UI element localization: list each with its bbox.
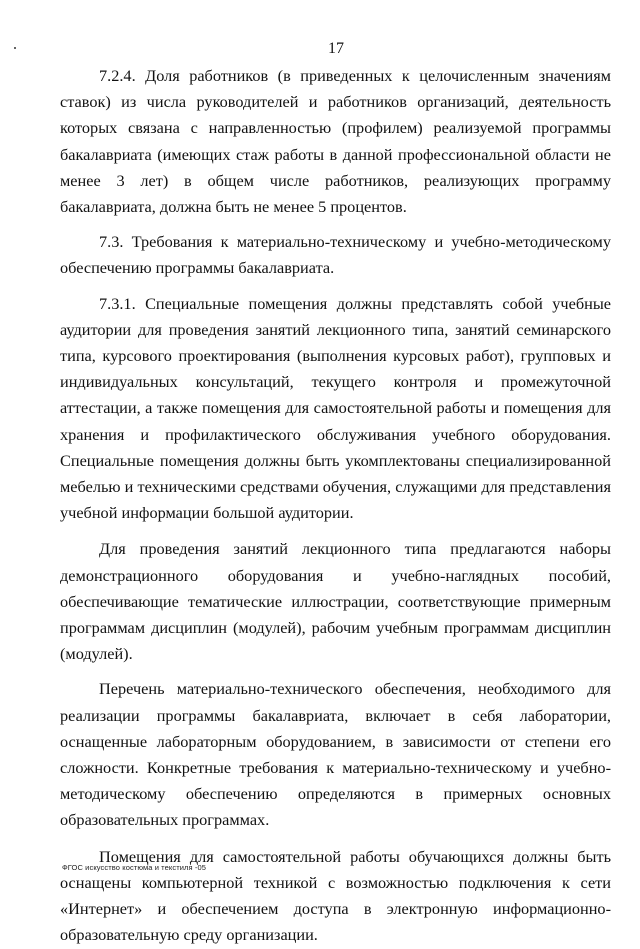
paragraph-7-3-heading: 7.3. Требования к материально-техническому и учебно-методическому обеспечению программы бакалавриата. [60,232,611,278]
paragraph-material-list: Перечень материально-технического обеспечения, необходимого для реализации программы бакалавриата, включает в себя лаборатории, оснащенные лабораторным оборудованием, в зависимости от степени его сложности. Конкретные требования к материально-техническому и учебно-методическому обеспечению определяются в примерных основных образовательных программах. [60,679,611,830]
page-number: 17 [328,40,344,57]
paragraph-self-study-rooms: Помещения для самостоятельной работы обучающихся должны быть оснащены компьютерной техникой с возможностью подключения к сети «Интернет» и обеспечением доступа в электронную информационно-образовательную среду организации. [60,846,611,945]
document-body [60,63,611,949]
document-footer: ФГОС искусство костюма и текстиля -05 [62,863,207,872]
paragraph-7-3-1: 7.3.1. Специальные помещения должны представлять собой учебные аудитории для проведения занятий лекционного типа, занятий семинарского типа, курсового проектирования (выполнения курсовых работ), групповых и индивидуальных консультаций, текущего контроля и промежуточной аттестации, а также помещения для самостоятельной работы и помещения для хранения и профилактического обслуживания учебного оборудования. Специальные помещения должны быть укомплектованы специализированной мебелью и техническими средствами обучения, служащими для представления учебной информации большой аудитории. [60,293,611,523]
paragraph-lecture-equipment: Для проведения занятий лекционного типа предлагаются наборы демонстрационного оборудования и учебно-наглядных пособий, обеспечивающие тематические иллюстрации, соответствующие примерным программам дисциплин (модулей), рабочим учебным программам дисциплин (модулей). [60,539,611,664]
paragraph-7-2-4: 7.2.4. Доля работников (в приведенных к целочисленным значениям ставок) из числа руководителей и работников организаций, деятельность которых связана с направленностью (профилем) реализуемой программы бакалавриата (имеющих стаж работы в данной профессиональной области не менее 3 лет) в общем числе работников, реализующих программу бакалавриата, должна быть не менее 5 процентов. [60,66,611,217]
